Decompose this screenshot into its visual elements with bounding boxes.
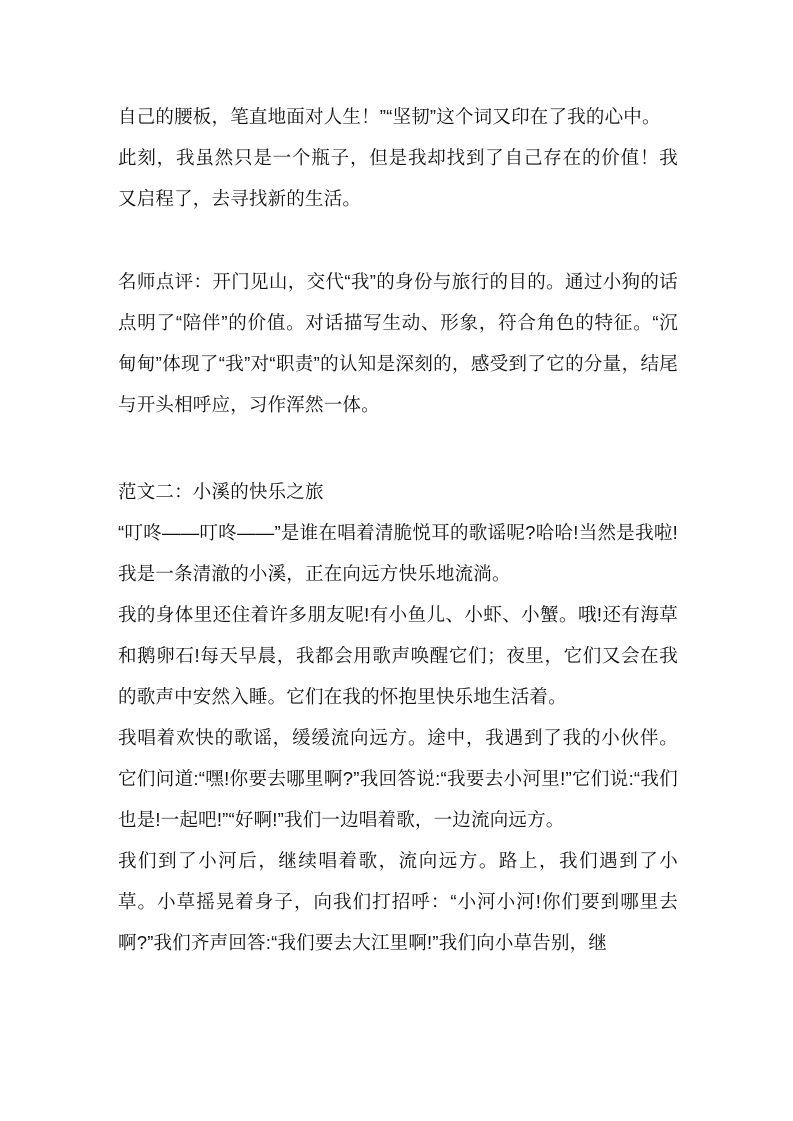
paragraph-stream-intro: “叮咚——叮咚——”是谁在唱着清脆悦耳的歌谣呢?哈哈!当然是我啦!我是一条清澈的小溪，正在向远方快乐地流淌。 xyxy=(118,522,678,584)
paragraph-gap-1 xyxy=(118,219,678,261)
document-body xyxy=(118,96,678,963)
paragraph-value-of-existence: 此刻，我虽然只是一个瓶子，但是我却找到了自己存在的价值！我又启程了，去寻找新的生活。 xyxy=(118,147,678,209)
paragraph-stream-grass: 我们到了小河后，继续唱着歌，流向远方。路上，我们遇到了小草。小草摇晃着身子，向我们打招呼：“小河小河!你们要到哪里去啊?”我们齐声回答:“我们要去大江里啊!”我们向小草告别，继 xyxy=(118,850,678,953)
paragraph-stream-companions: 我唱着欢快的歌谣，缓缓流向远方。途中，我遇到了我的小伙伴。它们问道:“嘿!你要去哪里啊?”我回答说:“我要去小河里!”它们说:“我们也是!一起吧!”“好啊!”我们一边唱着歌，一边流向远方。 xyxy=(118,727,678,830)
paragraph-teacher-comment: 名师点评：开门见山，交代“我”的身份与旅行的目的。通过小狗的话点明了“陪伴”的价值。对话描写生动、形象，符合角色的特征。“沉甸甸”体现了“我”对“职责”的认知是深刻的，感受到了它的分量，结尾与开头相呼应，习作浑然一体。 xyxy=(118,271,678,415)
paragraph-ending-previous-essay: 自己的腰板，笔直地面对人生！”“坚韧”这个词又印在了我的心中。 xyxy=(118,106,661,127)
heading-sample-essay-two: 范文二：小溪的快乐之旅 xyxy=(118,481,324,502)
paragraph-gap-2 xyxy=(118,425,678,471)
paragraph-stream-friends: 我的身体里还住着许多朋友呢!有小鱼儿、小虾、小蟹。哦!还有海草和鹅卵石!每天早晨，我都会用歌声唤醒它们；夜里，它们又会在我的歌声中安然入睡。它们在我的怀抱里快乐地生活着。 xyxy=(118,604,678,707)
